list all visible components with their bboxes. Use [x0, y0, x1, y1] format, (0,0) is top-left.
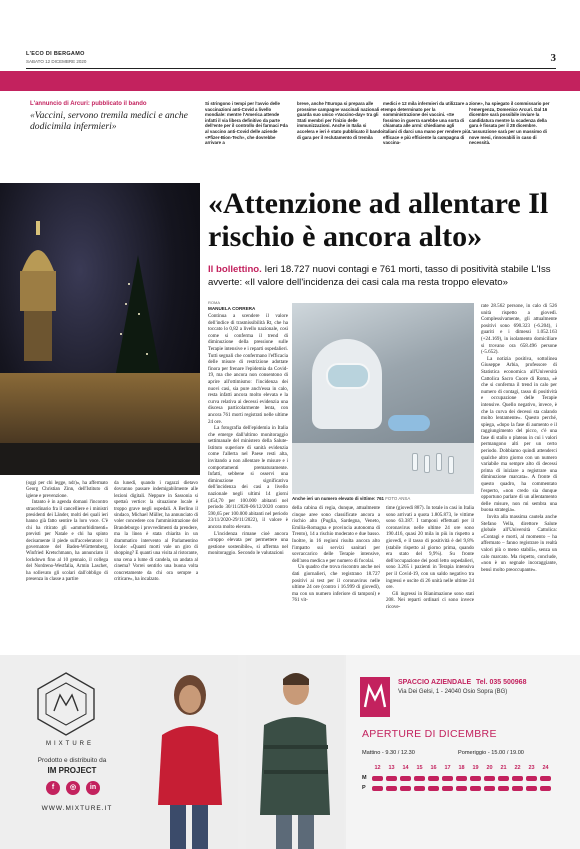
afternoon-slot [540, 786, 551, 791]
calendar-afternoon-row [362, 783, 566, 793]
article-column-4 [481, 303, 557, 573]
afternoon-slot [498, 786, 509, 791]
morning-slot [526, 776, 537, 781]
basilica-dome-image [18, 221, 58, 361]
man-in-puffer-jacket-image [246, 655, 344, 849]
test-tube-image [424, 455, 430, 473]
calendar-day: 12 [374, 765, 381, 771]
morning-slot [512, 776, 523, 781]
afternoon-slot [414, 786, 425, 791]
calendar-day: 21 [500, 765, 507, 771]
author-name: MANUELA CORRERA [208, 306, 256, 311]
teaser-column-2: breve, anche l'Europa si prepara alle prossime campagne vaccinali nazionali e guarda suo unico «Vaccino-day» tra gli Stati membri per l'inizio delle immunizzazioni. Anche in Italia si accelera e ieri è stato pubblicato il bando di gara per il reclutamento di tremila [297, 101, 383, 140]
teaser-column-3: medici e 12 mila infermieri da utilizzare a tempo determinato per la somministrazione dei vaccini. «Se fossimo in guerra sarebbe una sorta di chiamata alle armi: chiediamo agli italiani di darci una mano per rendere più efficace e più efficiente la campagna di vaccina- [383, 101, 469, 146]
morning-hours: Mattino - 9.30 / 12.30 [362, 750, 415, 756]
calendar-day: 22 [514, 765, 521, 771]
masthead-rule [26, 68, 556, 69]
calendar-day: 13 [388, 765, 395, 771]
morning-slot [428, 776, 439, 781]
morning-slot [400, 776, 411, 781]
morning-slot [372, 776, 383, 781]
morning-slot [456, 776, 467, 781]
website-link[interactable]: WWW.MIXTURE.IT [41, 805, 113, 812]
square-ground-image [0, 443, 200, 475]
caption-text: Anche ieri un numero elevato di vittime: 761 [292, 496, 384, 501]
afternoon-hours: Pomeriggio - 15.00 / 19.00 [458, 750, 524, 756]
morning-slot [414, 776, 425, 781]
brand-name: MIXTURE [46, 741, 94, 747]
paragraph: da lunedì, quando i ragazzi dietavo dovranno passare indemigabilmente alle lezioni digitali. Neppure in Sassonia si spettaù vertice: la situazione locale è troppo grave negli ospedali. A Berlino il sindaco, Michael Müller, ha annunciato di voler concedere con l'amministrazione del Brandeburgo i provvedimenti da prendere, ma la linea è stata chiarita in un drammatico intervento al Parlamentino locale: «Quanti morti vale un giro di shopping? E quanti una visita al ristorante, una cena a lume di candela, un andata al cinema? Vorrei sentirlo una buona volta concretamente da chi ora sempre a criticare», ha incalzato. [114, 481, 198, 583]
photo-caption [292, 496, 474, 501]
gloved-hand-image [388, 415, 430, 431]
lab-technician-photo [292, 303, 474, 494]
test-tube-image [448, 456, 454, 474]
calendar-days-row [362, 763, 566, 773]
lab-bench-image [292, 443, 474, 494]
masthead [26, 0, 556, 70]
morning-slot [442, 776, 453, 781]
colonnade-image [0, 373, 200, 443]
face-visor-image [326, 363, 370, 389]
instagram-icon[interactable]: ◎ [66, 781, 80, 795]
article-column-3 [386, 505, 474, 611]
address: Via Dei Gelsi, 1 - 24040 Osio Sopra (BG) [398, 689, 508, 695]
afternoon-slot [470, 786, 481, 791]
photo-credit: FOTO ANSA [385, 496, 411, 501]
afternoon-slot [512, 786, 523, 791]
calendar-day: 19 [472, 765, 479, 771]
paragraph: time (giovedì 887). In totale in casi in Italia sono arrivati a quota 1.805.873, le vittime sono 63.387. I tamponi effettuati per il coronavirus nelle ultime 24 ore sono 190.416, quasi 20 mila in più in rispetto a giovedì, e il tasso di positività è del 9,8% (stabile rispetto al giorno prima, quando era stato del 9,9%). Su fronte dell'occupazione dei posti letto ospedalieri, sono 3.265 i pazienti in Terapia intensiva per il Covid-19, con un saldo negativo tra ingressi e uscite di 26 unità nelle ultime 24 ore. [386, 505, 474, 591]
teaser-box [30, 101, 195, 132]
calendar-day: 20 [486, 765, 493, 771]
article-column-2 [292, 505, 380, 604]
paragraph: (oggi per chi legge, ndr)», ha affermato Georg Christian Zinn, dell'Istituto di igiene e prevenzione. [26, 481, 108, 499]
section-color-bar [0, 71, 580, 91]
calendar-morning-row [362, 773, 566, 783]
afternoon-slot [442, 786, 453, 791]
calendar-day: 18 [458, 765, 465, 771]
social-icons [46, 781, 100, 795]
subhead-text: Ieri 18.727 nuovi contagi e 761 morti, tasso di positività stabile L'Iss avverte: «Il valore dell'incidenza dei casi cala ma resta troppo elevato» [208, 264, 551, 288]
morning-slot [386, 776, 397, 781]
morning-slot [540, 776, 551, 781]
afternoon-slot [386, 786, 397, 791]
paragraph: Un quadro che trova riscontro anche nei dati giornalieri, che registrano 18.727 positivi ai test per il coronavirus nelle ultime 24 ore (contro i 16.999 di giovedì), ma con un numero inferiore di tamponi) e 761 vit- [292, 564, 380, 604]
outlet-logo-icon [360, 677, 390, 717]
mixture-logo-icon [36, 671, 96, 737]
calendar-day: 17 [444, 765, 451, 771]
linkedin-icon[interactable]: in [86, 781, 100, 795]
teaser-column-4: zione», ha spiegato il commissario per l'emergenza, Domenico Arcuri. Dal 16 dicembre sarà possibile inviare la candidatura mentre la scadenza della gara è fissata per il 28 dicembre. L'assunzione sarà per un massimo di nove mesi, rinnovabili in caso di necessità. [469, 101, 550, 146]
article-column-1 [208, 313, 288, 557]
paragraph: Continua a scendere il valore dell'indice di trasmissibilità Rt, che ha toccato lo 0,82 a livello nazionale, così come si conferma il trend di diminuzione della pressione sulle Terapie intensive e i reparti ospedalieri. Tutti segnali che confermano l'efficacia delle misure di restrizione adottate finora per frenare l'epidemia da Covid-19, ma che ancora non consentono di aprire all'ottimismo: l'incidenza dei nuovi casi, sia pure anch'essa in calo, resta infatti ancora molto elevata e la curva relativa ai decessi evidenzia una discesa particolarmente lenta, con ancora 761 morti registrati nelle ultime 24 ore. [208, 313, 288, 425]
afternoon-slot [526, 786, 537, 791]
paragraph: L'incidenza rimane cioè ancora «troppo elevata per permettere una gestione sostenibile», si afferma nel monitoraggio. Secondo le valutazioni [208, 530, 288, 557]
outlet-ad [346, 655, 580, 849]
afternoon-row-label: P [362, 785, 366, 791]
distributed-by-label: Prodotto e distribuito da [37, 757, 107, 764]
calendar-day: 24 [542, 765, 549, 771]
st-peters-night-photo [0, 183, 200, 475]
newspaper-name: L'ECO DI BERGAMO [26, 51, 85, 57]
paragraph: Intanto è in agenda domani l'incontro straordinario fra il cancelliere e i ministri presidenti dei Länder, molti dei quali ieri hanno già fatto sentire la loro voce. C'è chi ha ritirato gli «ammorbidimenti» previsti per Natale e chi ha spinto decisamente il piede sull'acceleratore: il governatore del Baden-Württemberg, Winfried Kretschmann, ha annunciato il lockdown fino al 10 gennaio, il collega del Nordreno-Westfalia, Armin Laschet, ha sollevato gli scolari dall'obbligo di presenza in classe a partire [26, 500, 108, 583]
left-story-column-1 [26, 481, 108, 584]
teaser-quote: «Vaccini, servono tremila medici e anche dodicimila infermieri» [30, 110, 188, 132]
advertisement [0, 655, 580, 849]
paragraph: della cabina di regia, dunque, attualmente cinque aree sono classificate ancora a rischio alto (Puglia, Sardegna, Veneto, Emilia-Romagna e provincia autonoma di Trento), 14 a rischio moderato e due basso. Inoltre, in 16 regioni risulta ancora alto l'impatto sui servizi sanitari per sovraccarico delle Terapie intensive, dell'area medica e per numero di focolai. [292, 505, 380, 564]
afternoon-slot [428, 786, 439, 791]
paragraph: Invita alla massima cautela anche Stefano Vella, direttore Salute globale all'Università Cattolica: «Contagi e morti, al momento – ha affermato – fanno registrare in realtà valori più o meno stabili», senza un calo marcato. Ma rispetto, conclude, «non è un segnale incoraggiante, bensì molto preoccupante». [481, 514, 557, 573]
test-tube-image [436, 453, 442, 471]
calendar-day: 15 [416, 765, 423, 771]
calendar-day: 16 [430, 765, 437, 771]
teaser-kicker: L'annuncio di Arcuri: pubblicato il bando [30, 101, 147, 107]
morning-row-label: M [362, 775, 367, 781]
issue-date: SABATO 12 DICEMBRE 2020 [26, 59, 87, 64]
paragraph: rate 28.562 persone, in calo di 526 unità rispetto a giovedì. Complessivamente, gli attualmente positivi sono 690.323 (-6.204), i guariti e i dimessi 1.052.163 (+24.169), in isolamento domiciliare si trovano ora 658.496 persone (-5.652). [481, 303, 557, 356]
morning-slot [484, 776, 495, 781]
subhead-kicker: Il bollettino. [208, 264, 262, 275]
calendar-day: 14 [402, 765, 409, 771]
paragraph: La fotografia dell'epidemia in Italia che emerge dall'ultimo monitoraggio settimanale del ministero della Salute-Istituto superiore di sanità evidenzia come l'allerta nel Paese resti alta, invitando a non allentare le misure e i comportamenti prematuramente. Infatti, sebbene si osservi una diminuzione significativa dell'incidenza dei casi a livello nazionale negli ultimi 14 giorni (454,70 per 100.000 abitanti nel periodo 30/11/2020-06/12/2020 contro 590,65 per 100.000 abitanti nel periodo 23/11/2020-29/11/2022), il valore è ancora molto elevato. [208, 425, 288, 530]
outlet-label: SPACCIO AZIENDALE [398, 679, 472, 686]
phone-number[interactable]: Tel. 035 500968 [476, 679, 527, 686]
woman-in-red-jacket-image [140, 655, 238, 849]
afternoon-slot [372, 786, 383, 791]
afternoon-slot [484, 786, 495, 791]
dateline: ROMA [208, 300, 220, 305]
mixture-ad [0, 655, 346, 849]
morning-slots [372, 776, 551, 781]
afternoon-slots [372, 786, 551, 791]
teaser-column-1: Si stringono i tempi per l'avvio delle vaccinazioni anti-Covid a livello mondiale: mentre l'America attende infatti il via libera definitivo da parte dell'ente per il controllo dei farmaci Fda al vaccino anti-Covid delle aziende «Pfizer-Bion-Tech», che dovrebbe arrivare a [205, 101, 288, 146]
afternoon-slot [456, 786, 467, 791]
paragraph: Gli ingressi in Rianimazione sono stati 208. Nei reparti ordinari ci sono invece ricove- [386, 590, 474, 610]
page-number: 3 [550, 52, 556, 64]
facebook-icon[interactable]: f [46, 781, 60, 795]
calendar-days [372, 765, 551, 771]
paragraph: La notizia positiva, sottolinea Giuseppe Arbia, professore di Statistica economica all'Università Cattolica Sacro Cuore di Roma, «è che si conferma il trend in calo per numero di contagi, tasso di positività e occupazione delle Terapie intensive. Quello negativo, invece, è che la curva dei decessi sta calando molto lentamente». Questo perché, spiega, «dopo la fase di aumento e il raggiungimento del picco, c'è una fase di stallo o plateau in cui i valori permangono alti per un certo periodo. Dobbiamo quindi attenderci qualche altro giorno con un numero variabile ma sempre alto di decessi prima di iniziare a registrare una diminuzione marcata». A fronte di questo quadro, ha commentato l'esperto, «non credo sia dunque opportuno parlare di un allentamento delle misure, non mi sembra una buona strategia». [481, 355, 557, 514]
morning-slot [498, 776, 509, 781]
left-story-column-2 [114, 481, 198, 584]
opening-title: APERTURE DI DICEMBRE [362, 728, 497, 740]
opening-calendar [362, 763, 566, 793]
main-headline: «Attenzione ad allentare Il rischio è ancora alto» [208, 187, 549, 253]
afternoon-slot [400, 786, 411, 791]
test-tube-image [412, 453, 418, 471]
morning-slot [470, 776, 481, 781]
distributor-name: IM PROJECT [47, 766, 97, 775]
subheadline [208, 264, 558, 289]
calendar-day: 23 [528, 765, 535, 771]
